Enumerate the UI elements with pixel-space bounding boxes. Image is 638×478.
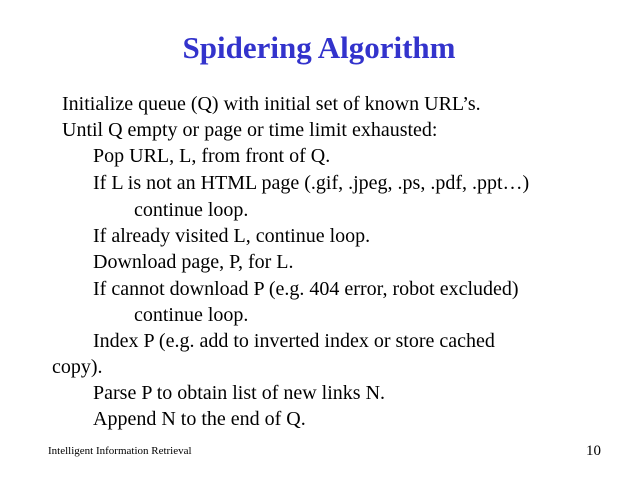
algorithm-line-11: copy). xyxy=(52,356,103,378)
footer-course-title: Intelligent Information Retrieval xyxy=(48,445,192,457)
algorithm-line-13: Append N to the end of Q. xyxy=(93,408,306,430)
algorithm-line-10: Index P (e.g. add to inverted index or store cached xyxy=(93,330,495,352)
algorithm-line-2: Until Q empty or page or time limit exhausted: xyxy=(62,119,438,141)
algorithm-line-5: continue loop. xyxy=(134,199,249,221)
algorithm-line-4: If L is not an HTML page (.gif, .jpeg, .ps, .pdf, .ppt…) xyxy=(93,172,530,194)
algorithm-line-3: Pop URL, L, from front of Q. xyxy=(93,145,331,167)
algorithm-line-8: If cannot download P (e.g. 404 error, robot excluded) xyxy=(93,278,519,300)
page-number: 10 xyxy=(586,443,601,459)
algorithm-line-9: continue loop. xyxy=(134,304,249,326)
algorithm-line-7: Download page, P, for L. xyxy=(93,251,294,273)
algorithm-line-12: Parse P to obtain list of new links N. xyxy=(93,382,386,404)
slide-title: Spidering Algorithm xyxy=(182,30,456,65)
algorithm-line-1: Initialize queue (Q) with initial set of known URL’s. xyxy=(62,93,481,115)
algorithm-line-6: If already visited L, continue loop. xyxy=(93,225,371,247)
